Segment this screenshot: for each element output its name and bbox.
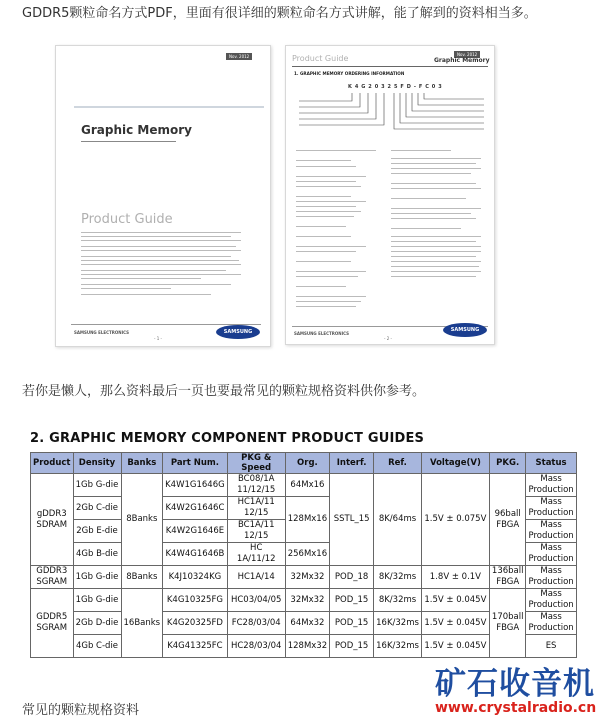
page2-section-title: 1. GRAPHIC MEMORY ORDERING INFORMATION (294, 71, 405, 76)
product-guide-cover-image (55, 45, 271, 347)
speed-cell: HC 1A/11/12 (227, 543, 285, 566)
status-cell: Mass Production (526, 612, 576, 635)
watermark-url: www.crystalradio.cn (435, 700, 597, 716)
part-number-cell: K4J10324KG (163, 566, 228, 589)
part-number-cell: K4W2G1646E (163, 520, 228, 543)
ref-cell: 16K/32ms (374, 635, 422, 658)
density-cell: 1Gb G-die (73, 589, 121, 612)
component-product-guide-table (30, 452, 577, 658)
density-cell: 2Gb C-die (73, 497, 121, 520)
org-cell: 32Mx32 (285, 589, 329, 612)
banks-cell: 8Banks (121, 474, 163, 566)
col-header: Voltage(V) (421, 453, 489, 474)
col-header: Part Num. (163, 453, 228, 474)
interface-cell: POD_15 (330, 635, 374, 658)
package-cell: 96ball FBGA (489, 474, 526, 566)
ordering-code-diagram (294, 91, 489, 143)
org-cell: 32Mx32 (285, 566, 329, 589)
voltage-cell: 1.5V ± 0.045V (421, 635, 489, 658)
status-cell: Mass Production (526, 474, 576, 497)
samsung-logo: SAMSUNG (443, 323, 487, 337)
page2-footer: SAMSUNG ELECTRONICS (294, 331, 349, 336)
table-row (31, 589, 577, 612)
part-number-code: K 4 G 2 0 3 2 5 F D - F C 0 3 (348, 84, 443, 90)
col-header: PKG. (489, 453, 526, 474)
voltage-cell: 1.5V ± 0.045V (421, 589, 489, 612)
table-row (31, 474, 577, 497)
speed-cell: BC1A/11 12/15 (227, 520, 285, 543)
status-cell: Mass Production (526, 520, 576, 543)
status-cell: Mass Production (526, 589, 576, 612)
cover-footer: SAMSUNG ELECTRONICS (74, 330, 129, 335)
density-cell: 4Gb C-die (73, 635, 121, 658)
banks-cell: 8Banks (121, 566, 163, 589)
ref-cell: 8K/32ms (374, 566, 422, 589)
part-number-cell: K4G20325FD (163, 612, 228, 635)
org-cell: 128Mx32 (285, 635, 329, 658)
samsung-logo: SAMSUNG (216, 325, 260, 339)
watermark-logo-text: 矿石收音机 (435, 666, 595, 702)
product-cell: GDDR3 SGRAM (31, 566, 74, 589)
speed-cell: HC28/03/04 (227, 635, 285, 658)
product-cell: GDDR5 SGRAM (31, 589, 74, 658)
caption-text: 常见的颗粒规格资料 (22, 703, 140, 718)
status-cell: Mass Production (526, 497, 576, 520)
banks-cell: 16Banks (121, 589, 163, 658)
interface-cell: POD_18 (330, 566, 374, 589)
col-header: Interf. (330, 453, 374, 474)
col-header: Status (526, 453, 576, 474)
middle-paragraph: 若你是懒人，那么资料最后一页也要最常见的颗粒规格资料供你参考。 (22, 384, 426, 399)
package-cell: 136ball FBGA (489, 566, 526, 589)
ref-cell: 16K/32ms (374, 612, 422, 635)
part-number-cell: K4G10325FG (163, 589, 228, 612)
org-cell: 256Mx16 (285, 543, 329, 566)
col-header: PKG & Speed (227, 453, 285, 474)
org-cell: 64Mx32 (285, 612, 329, 635)
speed-cell: HC1A/14 (227, 566, 285, 589)
density-cell: 1Gb G-die (73, 566, 121, 589)
product-cell: gDDR3 SDRAM (31, 474, 74, 566)
ref-cell: 8K/32ms (374, 589, 422, 612)
page2-date: Nov. 2012 (454, 51, 480, 58)
intro-paragraph: GDDR5颗粒命名方式PDF，里面有很详细的颗粒命名方式讲解，能了解到的资料相当多。 (22, 6, 537, 21)
table-row (31, 566, 577, 589)
part-number-cell: K4W2G1646C (163, 497, 228, 520)
speed-cell: HC03/04/05 (227, 589, 285, 612)
interface-cell: POD_15 (330, 589, 374, 612)
ref-cell: 8K/64ms (374, 474, 422, 566)
voltage-cell: 1.8V ± 0.1V (421, 566, 489, 589)
org-cell: 128Mx16 (285, 497, 329, 543)
density-cell: 1Gb G-die (73, 474, 121, 497)
density-cell: 2Gb E-die (73, 520, 121, 543)
cover-subtitle: Product Guide (81, 212, 173, 227)
table-header-row (31, 453, 577, 474)
col-header: Ref. (374, 453, 422, 474)
page2-page-number: - 2 - (384, 336, 392, 341)
org-cell: 64Mx16 (285, 474, 329, 497)
status-cell: Mass Production (526, 543, 576, 566)
page2-header-left: Product Guide (292, 54, 349, 63)
part-number-cell: K4W4G1646B (163, 543, 228, 566)
ordering-information-page-image (285, 45, 495, 345)
table-heading: 2. GRAPHIC MEMORY COMPONENT PRODUCT GUIDES (30, 431, 425, 446)
speed-cell: FC28/03/04 (227, 612, 285, 635)
cover-page-number: - 1 - (154, 336, 162, 341)
page2-header-right: Graphic Memory (434, 57, 490, 64)
interface-cell: POD_15 (330, 612, 374, 635)
voltage-cell: 1.5V ± 0.075V (421, 474, 489, 566)
voltage-cell: 1.5V ± 0.045V (421, 612, 489, 635)
status-cell: Mass Production (526, 566, 576, 589)
interface-cell: SSTL_15 (330, 474, 374, 566)
col-header: Org. (285, 453, 329, 474)
speed-cell: BC08/1A 11/12/15 (227, 474, 285, 497)
part-number-cell: K4G41325FC (163, 635, 228, 658)
cover-date: Nov. 2012 (226, 53, 252, 60)
status-cell: ES (526, 635, 576, 658)
speed-cell: HC1A/11 12/15 (227, 497, 285, 520)
package-cell: 170ball FBGA (489, 589, 526, 658)
density-cell: 2Gb D-die (73, 612, 121, 635)
cover-title: Graphic Memory (81, 123, 192, 137)
density-cell: 4Gb B-die (73, 543, 121, 566)
part-number-cell: K4W1G1646G (163, 474, 228, 497)
col-header: Product (31, 453, 74, 474)
col-header: Density (73, 453, 121, 474)
col-header: Banks (121, 453, 163, 474)
